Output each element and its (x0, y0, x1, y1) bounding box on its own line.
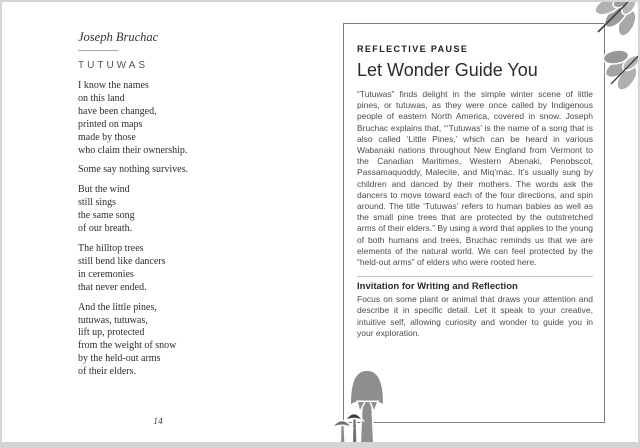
poem-stanza (78, 164, 318, 177)
poem-line: have been changed, (78, 105, 157, 117)
poem-line: The hilltop trees (78, 242, 144, 254)
poem-line: that never ended. (78, 281, 147, 293)
section-divider (357, 276, 593, 277)
poem-line: I know the names (78, 80, 149, 91)
page-number: 14 (153, 417, 163, 427)
poem-line: And the little pines, (78, 301, 157, 313)
poem-line: who claim their ownership. (78, 144, 188, 156)
poem-line: from the weight of snow (78, 340, 177, 352)
poem-line: on this land (78, 92, 125, 104)
poem-line: printed on maps (78, 118, 143, 130)
commentary-paragraph: “Tutuwas” finds delight in the simple winter scene of little pines, or tutuwas, as they were once called by Indigenous people of eastern North America, covered in snow. Joseph Bruchac explains that, “‘Tutuwas’ is the name of a song that is also called ‘Little Pines,’ which can be heard in various Wabanaki nations throughout New England from Vermont to the Canadian Maritimes, Western Abenaki, Penobscot, Passamaquoddy, Malecite, and Miq’mac. It’s usually sung by children and danced by their mothers. The words ask the dancers to move toward each of the four directions, and spin around. The title ‘Tutuwas’ refers to human babies as well as the small pine trees that are protected by the outstretched arms of their elders.” By using a word that applies to the young of both humans and trees, Bruchac reminds us that we are elements of the natural world. We can feel protected by the “held-out arms” of elders who were rooted here. (357, 89, 593, 268)
invitation-heading: Invitation for Writing and Reflection (357, 281, 518, 293)
poem-stanza (78, 80, 318, 157)
poem-stanza (78, 302, 318, 379)
poem-line: of their elders. (78, 366, 137, 378)
poem-line: still sings (78, 197, 117, 209)
poem-line: lift up, protected (78, 327, 145, 339)
poem-line: made by those (78, 131, 136, 143)
left-page (78, 30, 318, 386)
mushrooms-icon (326, 366, 392, 448)
section-eyebrow: REFLECTIVE PAUSE (357, 44, 469, 54)
poem-stanza (78, 184, 318, 236)
poem-line: of our breath. (78, 223, 133, 235)
poem-title: TUTUWAS (78, 60, 149, 71)
poem-line: by the held-out arms (78, 353, 161, 365)
invitation-paragraph: Focus on some plant or animal that draws your attention and describe it in specific detail. Let it speak to your creative, intuitive self, allowing curiosity and wonder to guide you in your exploration. (357, 294, 593, 338)
poem-line: the same song (78, 210, 135, 222)
poem-line: But the wind (78, 184, 130, 196)
poem-line: still bend like dancers (78, 255, 166, 267)
poem-author: Joseph Bruchac (78, 30, 159, 44)
author-rule-divider (78, 50, 118, 51)
poem-text (78, 80, 318, 379)
poem-line: in ceremonies (78, 268, 134, 280)
poem-line: Some say nothing survives. (78, 164, 188, 176)
section-heading: Let Wonder Guide You (357, 60, 538, 80)
poem-stanza (78, 243, 318, 295)
poem-line: tutuwas, tutuwas, (78, 314, 148, 326)
oak-leaves-icon (548, 0, 640, 98)
